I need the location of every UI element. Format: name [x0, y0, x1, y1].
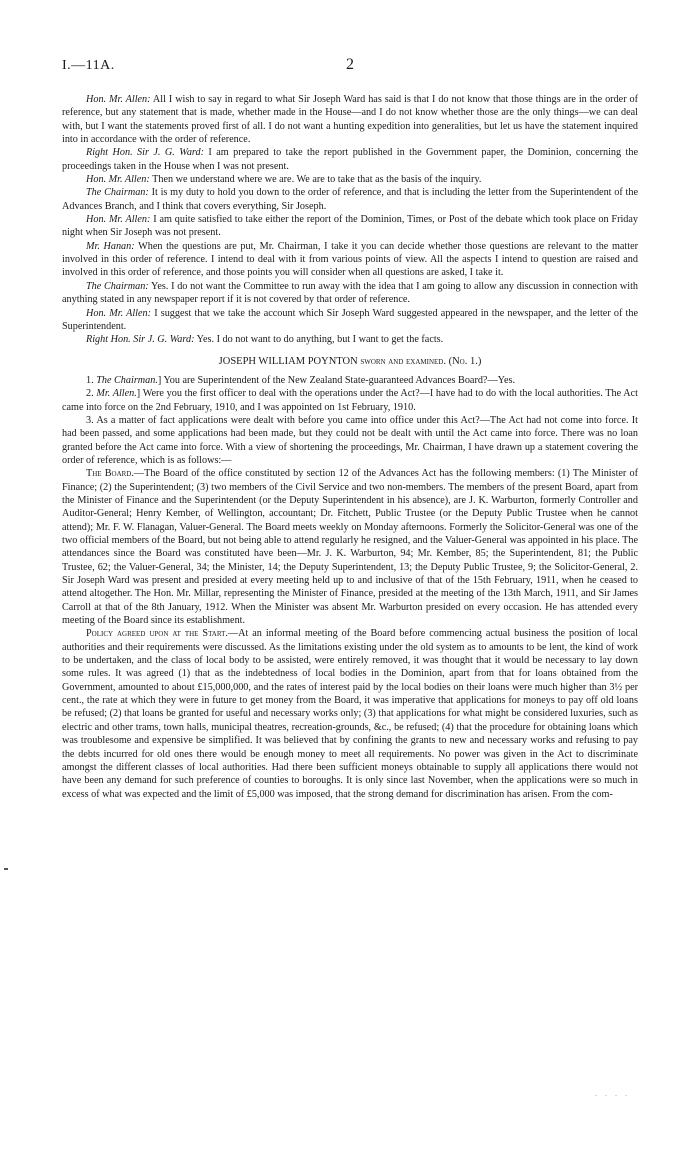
- page-number: 2: [346, 56, 354, 73]
- speaker-name: Hon. Mr. Allen:: [86, 214, 151, 226]
- margin-mark: [4, 868, 8, 870]
- dialogue-paragraph: [62, 173, 638, 186]
- dialogue-paragraph: [62, 307, 638, 334]
- dialogue-paragraph: [62, 146, 638, 173]
- statement-paragraph: [62, 627, 638, 800]
- statement-paragraph: [62, 467, 638, 627]
- question-text: ] You are Superintendent of the New Zealand State-guaranteed Advances Board?—Yes.: [157, 374, 516, 386]
- question-paragraph: [62, 387, 638, 414]
- paragraph-text: When the questions are put, Mr. Chairman, I take it you can decide whether those questions are relevant to the matter involved in this order of reference. I intend to deal with it from various points of view. All the aspects I intend to question are raised and involved in this order of reference, and those points you will consider when all questions are asked, I take it.: [62, 240, 639, 279]
- speaker-name: Hon. Mr. Allen:: [86, 174, 150, 186]
- questioner-name: The Chairman.: [96, 374, 158, 386]
- paragraph-text: Yes. I do not want to do anything, but I want to get the facts.: [194, 334, 444, 346]
- document-body: [62, 93, 638, 801]
- speaker-name: Right Hon. Sir J. G. Ward:: [86, 147, 204, 159]
- question-number: 1.: [86, 374, 97, 386]
- question-number: 2.: [86, 388, 97, 400]
- dialogue-paragraph: [62, 280, 638, 307]
- question-text: ] Were you the first officer to deal with the operations under the Act?—I have had to do with the local authorities. The Act came into force on the 2nd February, 1910, and I was appointed on 1st February, 1910.: [62, 388, 638, 413]
- speaker-name: Hon. Mr. Allen:: [86, 94, 151, 105]
- dialogue-paragraph: [62, 213, 638, 240]
- speaker-name: Right Hon. Sir J. G. Ward:: [86, 334, 195, 346]
- examination-section: [62, 374, 638, 467]
- dialogue-paragraph: [62, 333, 638, 346]
- question-number: 3.: [86, 414, 97, 426]
- question-paragraph: [62, 374, 638, 387]
- document-reference: I.—11A.: [62, 58, 115, 73]
- paragraph-text: I am quite satisfied to take either the report of the Dominion, Times, or Post of the debate which took place on Friday night when Sir Joseph was not present.: [62, 214, 638, 239]
- statement-section: [62, 467, 638, 801]
- speaker-name: Mr. Hanan:: [86, 240, 135, 252]
- paragraph-text: I am prepared to take the report published in the Government paper, the Dominion, concerning the proceedings taken in the House when I was not present.: [62, 147, 638, 172]
- dialogue-section: [62, 93, 638, 347]
- paragraph-text: Yes. I do not want the Committee to run away with the idea that I am going to allow any discussion in connection with anything stated in any newspaper report if it is not covered by that order of reference.: [62, 280, 638, 306]
- paragraph-text: I suggest that we take the account which Sir Joseph Ward suggested appeared in the newspaper, and the letter of the Superintendent.: [62, 307, 638, 332]
- question-paragraph: [62, 414, 638, 467]
- witness-heading: JOSEPH WILLIAM POYNTON sworn and examined. (No. 1.): [218, 355, 482, 367]
- section-text: —At an informal meeting of the Board before commencing actual business the position of local authorities and their requirements were discussed. As the limitations existing under the old system as to amounts to be lent, the kind of work to be undertaken, and the class of local body to be assisted, were entirely removed, it was thought that it would be necessary to lay down some rules. It was agreed (1) that as the indebtedness of local bodies in the Dominion, apart from that for loans obtained from the Government, amounted to about £15,000,000, and the rates of interest paid by the local bodies on their loans were much higher than 3½ per cent., the rate at which they were in future to get money from the Board, it was imperative that applications for moneys to pay off old loans be refused; (2) that loans be granted for useful and necessary works only; (3) that applications for what might be considered luxuries, such as electric and other trams, town halls, municipal theatres, recreation-grounds, &c., be refused; (4) that the procedure for obtaining loans which was troublesome and expensive be simplified. It was believed that by confining the grants to new and necessary works and refusing to pay the debts incurred for old ones there would be enough money to meet all requirements. No power was given in the Act to discriminate amongst the different classes of local authorities. Had there been sufficient moneys obtainable to supply all applications there would not have been any demand for such preference of counties to boroughs. It is only since last November, when the applications were so much in excess of what was expected and the limit of £5,000 was imposed, that the strong demand for discrimination has arisen. From the com-: [62, 628, 638, 800]
- paragraph-text: Then we understand where we are. We are to take that as the basis of the inquiry.: [149, 174, 482, 186]
- section-heading: Policy agreed upon at the Start.: [86, 628, 228, 640]
- questioner-name: Mr. Allen.: [96, 388, 137, 400]
- dialogue-paragraph: [62, 186, 638, 213]
- speaker-name: The Chairman:: [86, 187, 149, 199]
- dialogue-paragraph: [62, 240, 638, 280]
- paragraph-text: It is my duty to hold you down to the order of reference, and that is including the letter from the Superintendent of the Advances Branch, and I think that covers everything, Sir Joseph.: [62, 187, 638, 212]
- dialogue-paragraph: [62, 93, 638, 146]
- section-text: —The Board of the office constituted by section 12 of the Advances Act has the following members: (1) The Minister of Finance; (2) the Superintendent; (3) two members of the Civil Service and two non-members. The members of the present Board, apart from the Minister of Finance and the Superintendent (or the Deputy Superintendent in his absence), are J. K. Warburton, formerly Controller and Auditor-General; Henry Kember, of Wellington, accountant; Dr. Fitchett, Public Trustee (or the Deputy Public Trustee when he cannot attend); Mr. F. W. Flanagan, Valuer-General. The Board meets weekly on Monday afternoons. Formerly the Solicitor-General was one of the two official members of the Board, but not being able to attend regularly he resigned, and the Valuer-General was appointed in his place. The attendances since the Board was constituted have been—Mr. J. K. Warburton, 94; Mr. Kember, 85; the Superintendent, 81; the Public Trustee, 62; the Valuer-General, 34; the Minister, 14; the Deputy Superintendent, 13; the Deputy Public Trustee, 9; the Solicitor-General, 2. Sir Joseph Ward was present and presided at every meeting held up to and inclusive of that of the 15th February, 1911, when he ceased to attend altogether. The Hon. Mr. Millar, representing the Minister of Finance, presided at the meeting of the 13th March, 1911, and Sir James Carroll at that of the 8th January, 1912. When the Minister was absent Mr. Warburton presided on every occasion. He has attended every meeting of the Board since its establishment.: [62, 468, 638, 627]
- speaker-name: Hon. Mr. Allen:: [86, 307, 152, 319]
- speaker-name: The Chairman:: [86, 280, 149, 292]
- section-heading: The Board.: [86, 468, 134, 480]
- paragraph-text: All I wish to say in regard to what Sir Joseph Ward has said is that I do not know that those things are in the order of reference, but any statement that is made, whether made in the House—and I do not know whether those are the only things—we can deal with, but I want the statements proved first of all. I do not want a hunting expedition into generalities, but let us have the statement inquired into in accordance with the order of reference.: [62, 94, 639, 146]
- page-dots: . . . .: [595, 1089, 630, 1098]
- question-text: As a matter of fact applications were dealt with before you came into office under this Act?—The Act had not come into force. It had been passed, and some applications had been made, but they could not be dealt with until the Act came into force. There was no loan granted before the Act came into force. With a view of shortening the proceedings, Mr. Chairman, I have drawn up a statement covering the order of reference, which is as follows:—: [62, 414, 639, 466]
- page-header: [62, 58, 638, 78]
